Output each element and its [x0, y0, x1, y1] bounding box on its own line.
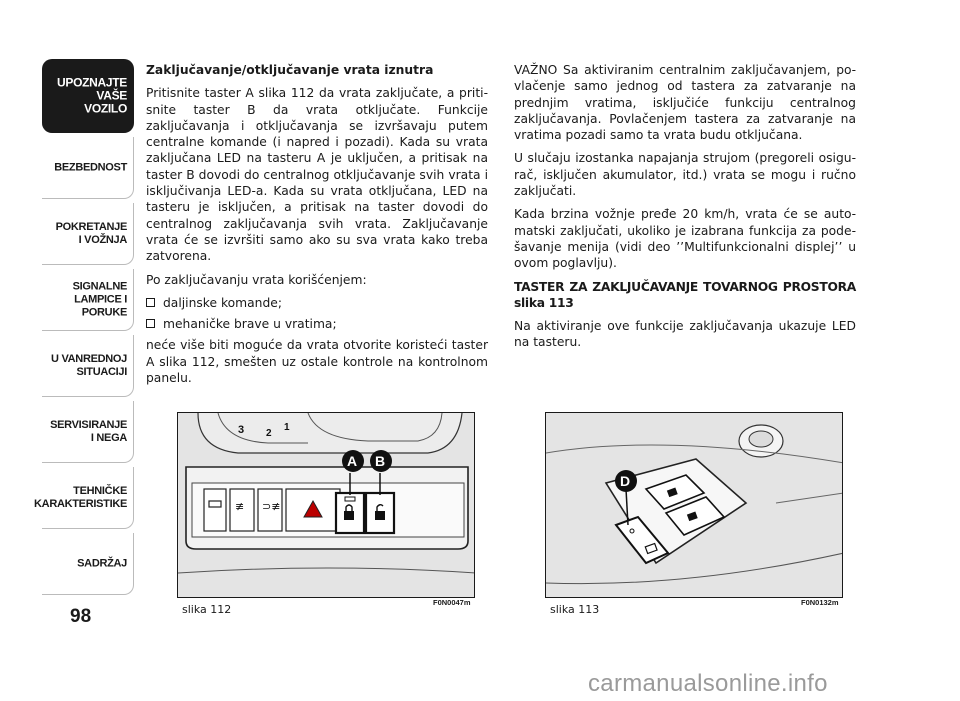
tab-u-vanrednoj-situaciji[interactable] — [42, 335, 134, 397]
paragraph: neće više biti moguće da vrata otvorite koristeći taster A slika 112, smešten uz ostale kontrole na kontrolnom panelu. — [146, 338, 488, 386]
figure-caption: slika 112 — [182, 603, 232, 616]
svg-text:≢: ≢ — [235, 500, 245, 513]
watermark: carmanualsonline.info — [588, 670, 828, 697]
list-item — [146, 295, 488, 311]
dashboard-switch-panel-illustration — [178, 413, 475, 598]
figure-112 — [177, 412, 475, 598]
page-number: 98 — [70, 606, 92, 627]
figure-code: F0N0047m — [433, 598, 471, 607]
checkbox-bullet-icon — [146, 298, 155, 307]
figure-caption: slika 113 — [550, 603, 600, 616]
tab-label: POKRETANJE I VOŽNJA — [55, 220, 127, 246]
paragraph: Na aktiviranje ove funkcije zaključavanja ukazuje LED na tasteru. — [514, 319, 856, 350]
callout-b: B — [375, 453, 386, 469]
svg-text:⊃≢: ⊃≢ — [262, 500, 281, 513]
paragraph: VAŽNO Sa aktiviranim centralnim zaključavanjem, povlačenje samo jednog od tastera za zatvaranje na prednjim vratima, isključiće funkciju centralnog zaključavanja. Povlačenjem tastera za zatvaranje na vratima pozadi samo ta vrata budu otključana. — [514, 63, 856, 143]
figure-code: F0N0132m — [801, 598, 839, 607]
tab-upoznajte-vase-vozilo[interactable] — [42, 59, 134, 133]
paragraph: U slučaju izostanka napajanja strujom (pregoreli osigurač, isključen akumulator, itd.) vrata se mogu i ručno zaključati. — [514, 151, 856, 199]
list-item — [146, 316, 488, 332]
tab-bezbednost[interactable] — [42, 137, 134, 199]
paragraph: Po zaključavanju vrata korišćenjem: — [146, 272, 367, 287]
figure-113 — [545, 412, 843, 598]
callout-a: A — [347, 453, 358, 469]
left-column — [146, 62, 488, 393]
section-heading: Zaključavanje/otključavanje vrata iznutra — [146, 63, 434, 77]
right-column — [514, 62, 856, 358]
paragraph: Kada brzina vožnje pređe 20 km/h, vrata će se automatski zaključati, ukoliko je izabrana funkcija za podešavanje menija (vidi deo ’’Multifunkcionalni displej’’ u ovom poglavlju). — [514, 207, 856, 271]
tab-label: U VANREDNOJ SITUACIJI — [51, 352, 127, 378]
tab-label: SERVISIRANJE I NEGA — [50, 418, 127, 444]
section-title: TASTER ZA ZAKLJUČAVANJE TOVARNOG PROSTORA slika 113 — [514, 279, 856, 310]
tab-signalne-lampice[interactable] — [42, 269, 134, 331]
list-item-text: mehaničke brave u vratima; — [163, 317, 337, 332]
dial-number: 2 — [266, 428, 272, 439]
chapter-tabs — [34, 59, 134, 599]
tab-servisiranje-i-nega[interactable] — [42, 401, 134, 463]
checkbox-bullet-icon — [146, 319, 155, 328]
tab-label: SADRŽAJ — [77, 557, 127, 569]
dial-number: 1 — [284, 422, 290, 433]
list-item-text: daljinske komande; — [163, 295, 282, 310]
dial-number: 3 — [238, 424, 245, 436]
tab-label: SIGNALNE LAMPICE I PORUKE — [72, 280, 127, 318]
callout-d: D — [620, 473, 631, 489]
paragraph: Pritisnite taster A slika 112 da vrata zaključate, a pritisnite taster B da vrata otključate. Funkcije zaključavanja i otključavanja se izvršavaju putem centralne komande (i napred i pozadi). Kada su vrata zaključana LED na tasteru A je uključen, a pritisak na taster B dovodi do centralnog otključavanje svih vrata i isključivanja LED-a. Kada su vrata otključana, LED na tasteru je isključen, a pritisak na taster dovodi do centralnog zaključavanja svih vrata. Zaključavanje vrata će se izvršiti samo ako su sva vrata kako treba zatvorena. — [146, 86, 488, 264]
tab-label: BEZBEDNOST — [54, 161, 127, 173]
tab-pokretanje-i-voznja[interactable] — [42, 203, 134, 265]
tab-label: UPOZNAJTE VAŠE VOZILO — [57, 75, 127, 115]
door-panel-switch-illustration — [546, 413, 843, 598]
tab-sadrzaj[interactable] — [42, 533, 134, 595]
tab-label: TEHNIČKE KARAKTERISTIKE — [34, 484, 127, 510]
tab-tehnicke-karakteristike[interactable] — [34, 467, 134, 529]
